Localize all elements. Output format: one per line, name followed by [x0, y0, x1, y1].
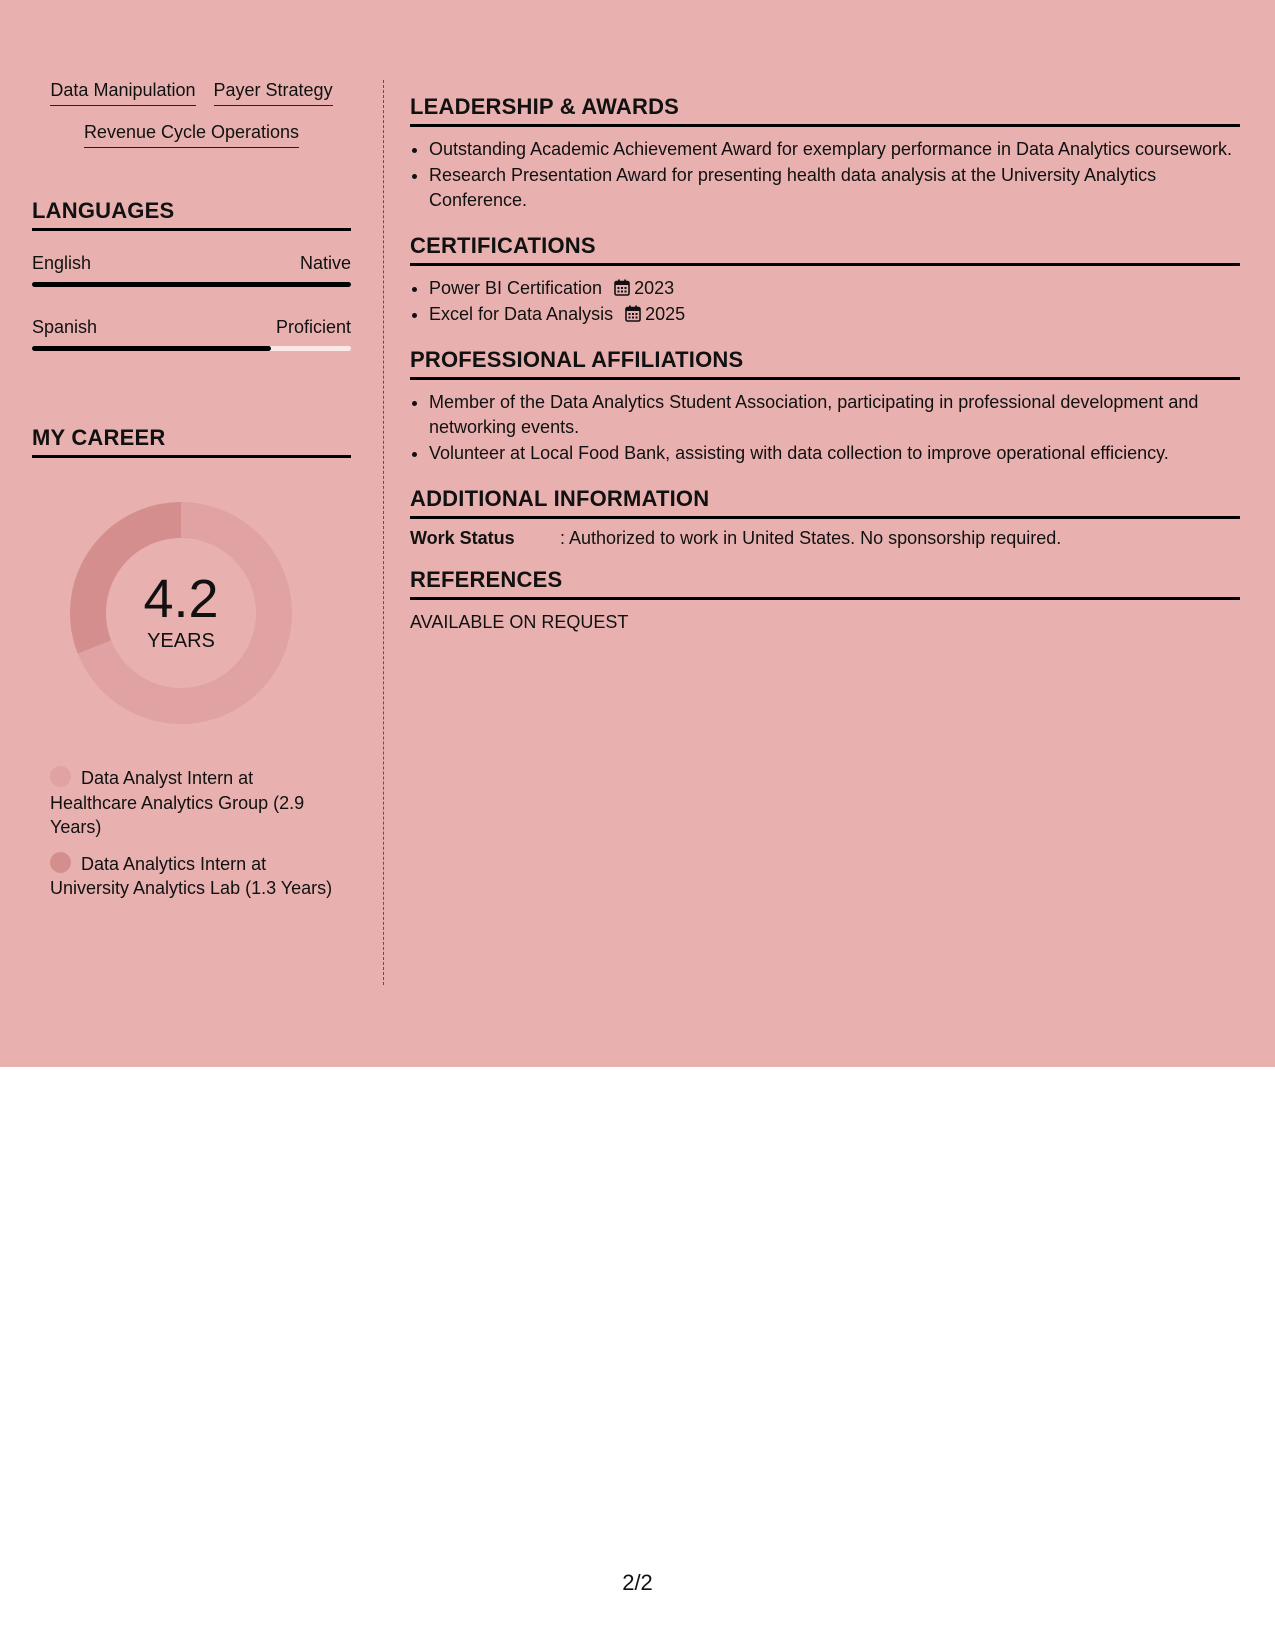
- list-item: • Outstanding Academic Achievement Award for exemplary performance in Data Analytics coursework.: [429, 137, 1240, 162]
- legend-dot: [50, 766, 71, 787]
- career-legend-item: [50, 766, 340, 840]
- page-number: 2/2: [622, 1570, 653, 1595]
- certification-year: 2023: [634, 278, 675, 298]
- language-level: Proficient: [275, 317, 351, 337]
- column-divider: [383, 80, 384, 985]
- references-text: AVAILABLE ON REQUEST: [410, 612, 629, 632]
- language-bar: [32, 346, 351, 351]
- certification-year: 2025: [645, 304, 686, 324]
- language-item: [32, 317, 351, 351]
- work-status-row: [410, 528, 1240, 549]
- affiliations-list: [410, 390, 1240, 466]
- certification-name: Power BI Certification: [429, 278, 603, 298]
- career-total-unit: YEARS: [147, 630, 215, 652]
- list-item: • Volunteer at Local Food Bank, assisting with data collection to improve operational efficiency.: [429, 441, 1240, 466]
- list-item: • Research Presentation Award for presenting health data analysis at the University Analytics Conference.: [429, 163, 1240, 213]
- leadership-list: [410, 137, 1240, 213]
- career-legend-item: [50, 852, 340, 901]
- certification-item: [429, 276, 1240, 301]
- work-status-label: Work Status: [410, 528, 515, 548]
- career-total-value: 4.2: [143, 569, 219, 629]
- career-donut-chart: [66, 498, 296, 728]
- additional-info-title: ADDITIONAL INFORMATION: [410, 486, 1240, 519]
- language-bar: [32, 282, 351, 287]
- references-title: REFERENCES: [410, 567, 1240, 600]
- right-column: [410, 94, 1240, 633]
- language-name: Spanish: [32, 317, 98, 337]
- career-title: MY CAREER: [32, 425, 351, 458]
- career-legend: [50, 766, 340, 901]
- certification-name: Excel for Data Analysis: [429, 304, 614, 324]
- certifications-title: CERTIFICATIONS: [410, 233, 1240, 266]
- skill-tag: Data Manipulation: [50, 78, 195, 106]
- affiliations-title: PROFESSIONAL AFFILIATIONS: [410, 347, 1240, 380]
- certification-item: [429, 302, 1240, 327]
- skills-list: [32, 78, 351, 148]
- legend-dot: [50, 852, 71, 873]
- certifications-list: [410, 276, 1240, 327]
- languages-title: LANGUAGES: [32, 198, 351, 231]
- career-role-label: Data Analyst Intern at Healthcare Analytics Group (2.9 Years): [50, 768, 305, 837]
- language-name: English: [32, 253, 92, 273]
- calendar-icon: [614, 279, 630, 296]
- language-bar-fill: [32, 346, 271, 351]
- language-bar-fill: [32, 282, 351, 287]
- language-level: Native: [299, 253, 351, 273]
- work-status-value: : Authorized to work in United States. No sponsorship required.: [560, 528, 1062, 548]
- leadership-title: LEADERSHIP & AWARDS: [410, 94, 1240, 127]
- left-column: [32, 78, 351, 913]
- skill-tag: Payer Strategy: [214, 78, 333, 106]
- career-total: [66, 570, 296, 653]
- skill-tag: Revenue Cycle Operations: [84, 120, 299, 148]
- career-role-label: Data Analytics Intern at University Analytics Lab (1.3 Years): [50, 853, 333, 898]
- language-item: [32, 253, 351, 287]
- calendar-icon: [625, 305, 641, 322]
- list-item: • Member of the Data Analytics Student Association, participating in professional development and networking events.: [429, 390, 1240, 440]
